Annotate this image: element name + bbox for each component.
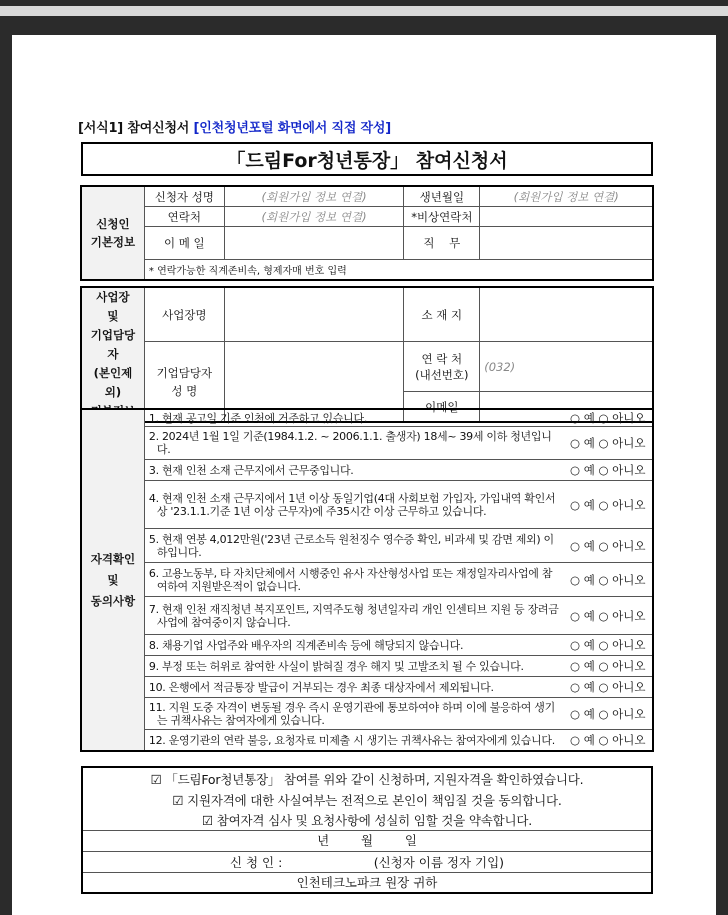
qualification-item: 10. 은행에서 적금통장 발급이 거부되는 경우 최종 대상자에서 제외됩니다.: [144, 677, 563, 698]
form-number: [서식1] 참여신청서: [78, 121, 190, 136]
manager-phone-label: 연 락 처 (내선번호): [404, 342, 480, 392]
qualification-item: 12. 운영기관의 연락 불응, 요청자료 미제출 시 생기는 귀책사유는 참여자에게 있습니다.: [144, 730, 563, 751]
qualification-item: 6. 고용노동부, 타 자치단체에서 시행중인 유사 자산형성사업 또는 재정일자리사업에 참여하여 지원받은적이 없습니다.: [144, 563, 563, 597]
applicant-section-label: 신청인 기본정보: [82, 187, 145, 280]
company-section-label: 사업장 및 기업담당자 (본인제외): [82, 288, 145, 422]
qualification-choice[interactable]: ○ 예 ○ 아니오: [564, 677, 653, 698]
qualification-item: 8. 채용기업 사업주와 배우자의 직계존비속 등에 해당되지 않습니다.: [144, 635, 563, 656]
applicant-name-field[interactable]: (회원가입 정보 연결): [224, 187, 404, 207]
qualification-choice[interactable]: ○ 예 ○ 아니오: [564, 635, 653, 656]
job-label: 직 무: [404, 227, 480, 260]
signature-date[interactable]: 년 월 일: [83, 830, 651, 851]
job-field[interactable]: [480, 227, 653, 260]
qualification-section-label: 자격확인 및 동의사항: [82, 410, 145, 751]
emergency-contact-field[interactable]: [480, 207, 653, 227]
document-page: [12, 35, 716, 915]
qualification-choice[interactable]: ○ 예 ○ 아니오: [564, 427, 653, 460]
birthdate-field[interactable]: (회원가입 정보 연결): [480, 187, 653, 207]
qualification-choice[interactable]: ○ 예 ○ 아니오: [564, 656, 653, 677]
business-name-label: 사업장명: [144, 288, 224, 342]
business-name-field[interactable]: [224, 288, 404, 342]
viewer-toolbar-strip: [0, 6, 728, 16]
applicant-signature[interactable]: 신 청 인 : (신청자 이름 정자 기입): [83, 851, 651, 873]
email-label: 이 메 일: [144, 227, 224, 260]
birthdate-label: 생년월일: [404, 187, 480, 207]
qualification-table: [81, 409, 653, 751]
qualification-choice[interactable]: ○ 예 ○ 아니오: [564, 529, 653, 563]
emergency-contact-label: *비상연락처: [404, 207, 480, 227]
qualification-choice[interactable]: ○ 예 ○ 아니오: [564, 410, 653, 427]
qualification-item: 11. 지원 도중 자격이 변동될 경우 즉시 운영기관에 통보하여야 하며 이에 불응하여 생기는 귀책사유는 참여자에게 있습니다.: [144, 698, 563, 730]
applicant-name-label: 신청자 성명: [144, 187, 224, 207]
qualification-item: 9. 부정 또는 허위로 참여한 사실이 밝혀질 경우 해지 및 고발조치 될 수 있습니다.: [144, 656, 563, 677]
qualification-choice[interactable]: ○ 예 ○ 아니오: [564, 481, 653, 529]
declaration-line-1: ☑ 「드림For청년통장」 참여를 위와 같이 신청하며, 지원자격을 확인하였습니다.: [150, 772, 584, 787]
qualification-item: 7. 현재 인천 재직청년 복지포인트, 지역주도형 청년일자리 개인 인센티브 지원 등 장려금 사업에 참여중이지 않습니다.: [144, 597, 563, 635]
form-instruction: [인천청년포털 화면에서 직접 작성]: [193, 121, 391, 136]
qualification-choice[interactable]: ○ 예 ○ 아니오: [564, 460, 653, 481]
contact-field[interactable]: (회원가입 정보 연결): [224, 207, 404, 227]
qualification-choice[interactable]: ○ 예 ○ 아니오: [564, 597, 653, 635]
addressee: 인천테크노파크 원장 귀하: [83, 872, 651, 893]
qualification-item: 4. 현재 인천 소재 근무지에서 1년 이상 동일기업(4대 사회보험 가입자, 가입내역 확인서상 '23.1.1.기준 1년 이상 근무자)에 주35시간 이상 근무하고 있습니다.: [144, 481, 563, 529]
emergency-contact-note: * 연락가능한 직계존비속, 형제자매 번호 입력: [144, 260, 652, 280]
company-table: [81, 287, 653, 422]
qualification-item: 5. 현재 연봉 4,012만원('23년 근로소득 원천징수 영수증 확인, 비과세 및 감면 제외) 이하입니다.: [144, 529, 563, 563]
qualification-choice[interactable]: ○ 예 ○ 아니오: [564, 698, 653, 730]
manager-email-label: 이메일: [404, 392, 480, 422]
address-field[interactable]: [480, 288, 653, 342]
qualification-choice[interactable]: ○ 예 ○ 아니오: [564, 730, 653, 751]
manager-name-label: 기업담당자 성 명: [144, 342, 224, 422]
declaration-box: [81, 766, 653, 894]
form-label: [78, 117, 391, 136]
email-field[interactable]: [224, 227, 404, 260]
applicant-table: [81, 186, 653, 280]
manager-phone-field[interactable]: (032): [480, 342, 653, 392]
qualification-item: 1. 현재 공고일 기준 인천에 거주하고 있습니다.: [144, 410, 563, 427]
document-title: 「드림For청년통장」 참여신청서: [81, 142, 653, 176]
address-label: 소 재 지: [404, 288, 480, 342]
declaration-line-2: ☑ 지원자격에 대한 사실여부는 전적으로 본인이 책임질 것을 동의합니다.: [172, 792, 562, 808]
qualification-item: 2. 2024년 1월 1일 기준(1984.1.2. ~ 2006.1.1. 출생자) 18세~ 39세 이하 청년입니다.: [144, 427, 563, 460]
declaration-line-3: ☑ 참여자격 심사 및 요청사항에 성실히 임할 것을 약속합니다.: [202, 813, 532, 828]
qualification-choice[interactable]: ○ 예 ○ 아니오: [564, 563, 653, 597]
qualification-item: 3. 현재 인천 소재 근무지에서 근무중입니다.: [144, 460, 563, 481]
contact-label: 연락처: [144, 207, 224, 227]
